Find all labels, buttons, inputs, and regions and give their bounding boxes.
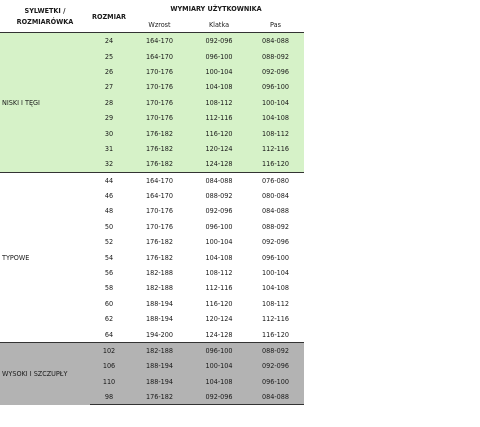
waist-cell: 092-096	[247, 234, 304, 249]
height-cell: 170-176	[128, 79, 191, 94]
waist-cell: 084-088	[247, 33, 304, 49]
waist-cell: 104-108	[247, 280, 304, 295]
height-cell: 164-170	[128, 172, 191, 188]
table-row	[0, 172, 304, 188]
chest-cell: 112-116	[191, 280, 247, 295]
waist-cell: 100-104	[247, 265, 304, 280]
chest-cell: 092-096	[191, 389, 247, 405]
chest-cell: 116-120	[191, 125, 247, 140]
chest-cell: 104-108	[191, 374, 247, 389]
table-body	[0, 33, 304, 405]
header-chest: Klatka	[191, 17, 247, 33]
size-cell: 46	[90, 188, 128, 203]
height-cell: 164-170	[128, 188, 191, 203]
waist-cell: 084-088	[247, 203, 304, 218]
size-cell: 24	[90, 33, 128, 49]
table-row	[0, 33, 304, 49]
chest-cell: 112-116	[191, 110, 247, 125]
height-cell: 188-194	[128, 296, 191, 311]
height-cell: 164-170	[128, 33, 191, 49]
chest-cell: 120-124	[191, 311, 247, 326]
waist-cell: 116-120	[247, 156, 304, 172]
body-type-label-niski-i-tegi: NISKI I TĘGI	[0, 33, 90, 173]
chest-cell: 108-112	[191, 95, 247, 110]
height-cell: 170-176	[128, 95, 191, 110]
height-cell: 182-188	[128, 280, 191, 295]
waist-cell: 116-120	[247, 326, 304, 342]
height-cell: 170-176	[128, 203, 191, 218]
size-cell: 26	[90, 64, 128, 79]
size-cell: 31	[90, 141, 128, 156]
waist-cell: 096-100	[247, 374, 304, 389]
chest-cell: 092-096	[191, 203, 247, 218]
chest-cell: 108-112	[191, 265, 247, 280]
waist-cell: 088-092	[247, 219, 304, 234]
size-cell: 50	[90, 219, 128, 234]
waist-cell: 108-112	[247, 296, 304, 311]
size-cell: 52	[90, 234, 128, 249]
height-cell: 170-176	[128, 110, 191, 125]
size-cell: 29	[90, 110, 128, 125]
waist-cell: 088-092	[247, 48, 304, 63]
header-size: ROZMIAR	[90, 0, 128, 33]
height-cell: 188-194	[128, 374, 191, 389]
table-row	[0, 342, 304, 358]
size-cell: 106	[90, 358, 128, 373]
header-body-type	[0, 0, 90, 33]
height-cell: 176-182	[128, 141, 191, 156]
header-body-type-line2: ROZMIARÓWKA	[16, 17, 74, 26]
height-cell: 176-182	[128, 249, 191, 264]
header-waist: Pas	[247, 17, 304, 33]
size-cell: 44	[90, 172, 128, 188]
size-cell: 25	[90, 48, 128, 63]
chest-cell: 124-128	[191, 156, 247, 172]
size-cell: 110	[90, 374, 128, 389]
height-cell: 182-188	[128, 342, 191, 358]
size-cell: 30	[90, 125, 128, 140]
size-cell: 64	[90, 326, 128, 342]
size-cell: 48	[90, 203, 128, 218]
size-cell: 60	[90, 296, 128, 311]
chest-cell: 120-124	[191, 141, 247, 156]
size-cell: 58	[90, 280, 128, 295]
chest-cell: 104-108	[191, 79, 247, 94]
height-cell: 176-182	[128, 389, 191, 405]
size-cell: 32	[90, 156, 128, 172]
height-cell: 176-182	[128, 234, 191, 249]
waist-cell: 108-112	[247, 125, 304, 140]
size-cell: 27	[90, 79, 128, 94]
body-type-label-wysoki-i-szczuply: WYSOKI I SZCZUPŁY	[0, 342, 90, 405]
waist-cell: 096-100	[247, 249, 304, 264]
size-cell: 56	[90, 265, 128, 280]
waist-cell: 076-080	[247, 172, 304, 188]
chest-cell: 096-100	[191, 219, 247, 234]
height-cell: 170-176	[128, 64, 191, 79]
waist-cell: 080-084	[247, 188, 304, 203]
chest-cell: 096-100	[191, 342, 247, 358]
height-cell: 182-188	[128, 265, 191, 280]
height-cell: 170-176	[128, 219, 191, 234]
size-cell: 102	[90, 342, 128, 358]
chest-cell: 124-128	[191, 326, 247, 342]
waist-cell: 096-100	[247, 79, 304, 94]
waist-cell: 084-088	[247, 389, 304, 405]
header-height: Wzrost	[128, 17, 191, 33]
height-cell: 164-170	[128, 48, 191, 63]
chest-cell: 092-096	[191, 33, 247, 49]
chest-cell: 104-108	[191, 249, 247, 264]
size-cell: 98	[90, 389, 128, 405]
chest-cell: 100-104	[191, 358, 247, 373]
chest-cell: 100-104	[191, 234, 247, 249]
waist-cell: 112-116	[247, 141, 304, 156]
waist-cell: 104-108	[247, 110, 304, 125]
chest-cell: 096-100	[191, 48, 247, 63]
size-cell: 28	[90, 95, 128, 110]
waist-cell: 100-104	[247, 95, 304, 110]
chest-cell: 084-088	[191, 172, 247, 188]
chest-cell: 100-104	[191, 64, 247, 79]
header-body-type-line1: SYLWETKI /	[24, 6, 66, 15]
chest-cell: 116-120	[191, 296, 247, 311]
body-type-label-typowe: TYPOWE	[0, 172, 90, 342]
waist-cell: 092-096	[247, 358, 304, 373]
waist-cell: 088-092	[247, 342, 304, 358]
size-cell: 62	[90, 311, 128, 326]
size-cell: 54	[90, 249, 128, 264]
height-cell: 176-182	[128, 156, 191, 172]
table-header	[0, 0, 304, 33]
height-cell: 176-182	[128, 125, 191, 140]
waist-cell: 092-096	[247, 64, 304, 79]
height-cell: 188-194	[128, 311, 191, 326]
header-user-measurements: WYMIARY UŻYTKOWNIKA	[170, 3, 262, 13]
height-cell: 188-194	[128, 358, 191, 373]
chest-cell: 088-092	[191, 188, 247, 203]
height-cell: 194-200	[128, 326, 191, 342]
waist-cell: 112-116	[247, 311, 304, 326]
